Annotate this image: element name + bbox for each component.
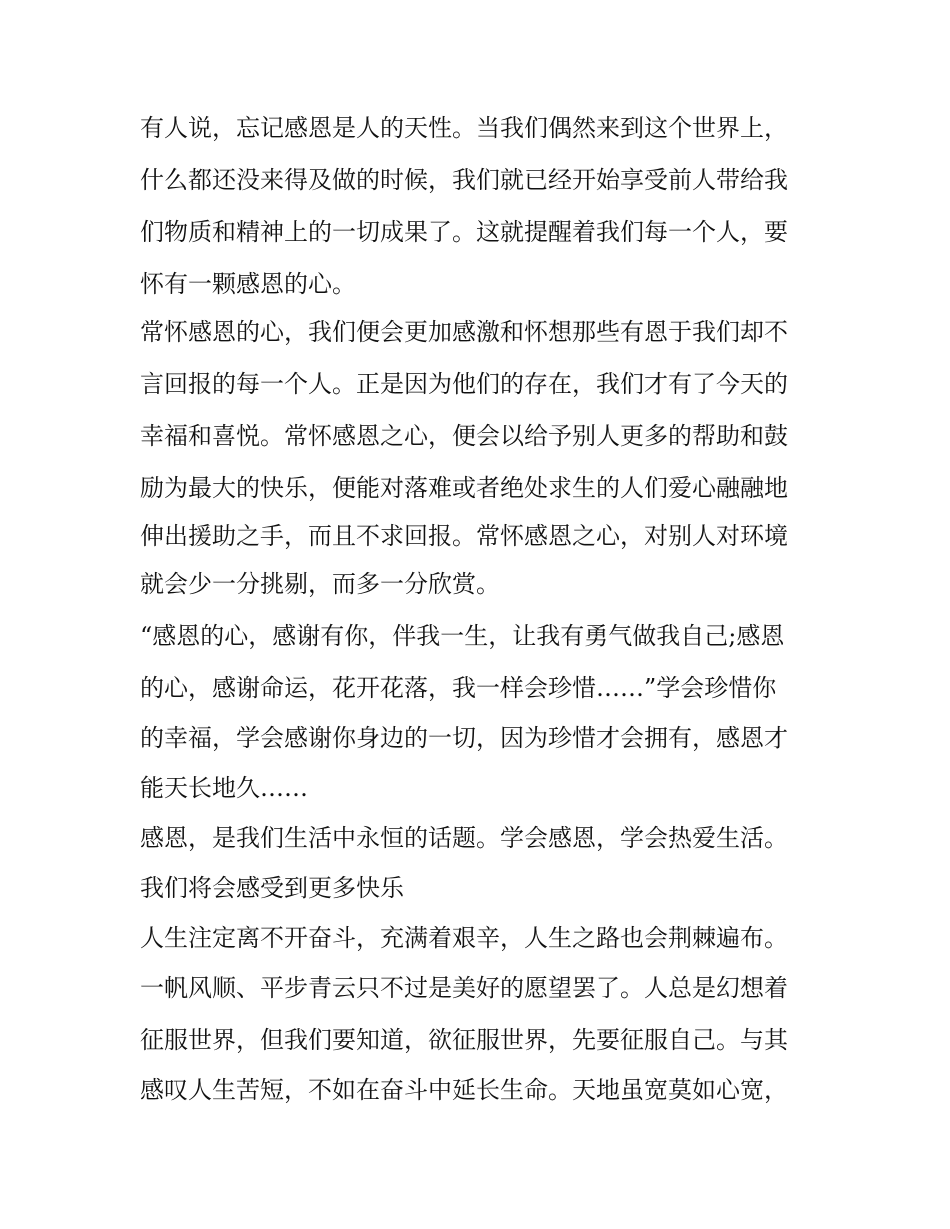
text-line: 人生注定离不开奋斗，充满着艰辛，人生之路也会荆棘遍布。 [140,924,788,952]
text-line: 什么都还没来得及做的时候，我们就已经开始享受前人带给我 [140,166,788,194]
text-line: 们物质和精神上的一切成果了。这就提醒着我们每一个人，要 [140,218,788,246]
text-line: 伸出援助之手，而且不求回报。常怀感恩之心，对别人对环境 [140,522,788,550]
text-line: 感叹人生苦短，不如在奋斗中延长生命。天地虽宽莫如心宽， [140,1076,788,1104]
text-line: 能天长地久…… [140,774,308,802]
text-line: 言回报的每一个人。正是因为他们的存在，我们才有了今天的 [140,370,788,398]
text-line: 一帆风顺、平步青云只不过是美好的愿望罢了。人总是幻想着 [140,974,788,1002]
text-line: 感恩，是我们生活中永恒的话题。学会感恩，学会热爱生活。 [140,824,788,852]
text-line: 幸福和喜悦。常怀感恩之心，便会以给予别人更多的帮助和鼓 [140,422,788,450]
text-line: 的幸福，学会感谢你身边的一切，因为珍惜才会拥有，感恩才 [140,724,788,752]
text-line: 征服世界，但我们要知道，欲征服世界，先要征服自己。与其 [140,1026,788,1054]
text-line: 怀有一颗感恩的心。 [140,270,356,298]
text-line: 我们将会感受到更多快乐 [140,874,404,902]
text-line: 就会少一分挑剔，而多一分欣赏。 [140,570,500,598]
text-line: 的心，感谢命运，花开花落，我一样会珍惜……”学会珍惜你 [140,674,777,702]
text-line: “感恩的心，感谢有你，伴我一生，让我有勇气做我自己;感恩 [140,622,785,650]
text-line: 常怀感恩的心，我们便会更加感激和怀想那些有恩于我们却不 [140,318,788,346]
text-line: 励为最大的快乐，便能对落难或者绝处求生的人们爱心融融地 [140,474,788,502]
text-line: 有人说，忘记感恩是人的天性。当我们偶然来到这个世界上， [140,114,788,142]
